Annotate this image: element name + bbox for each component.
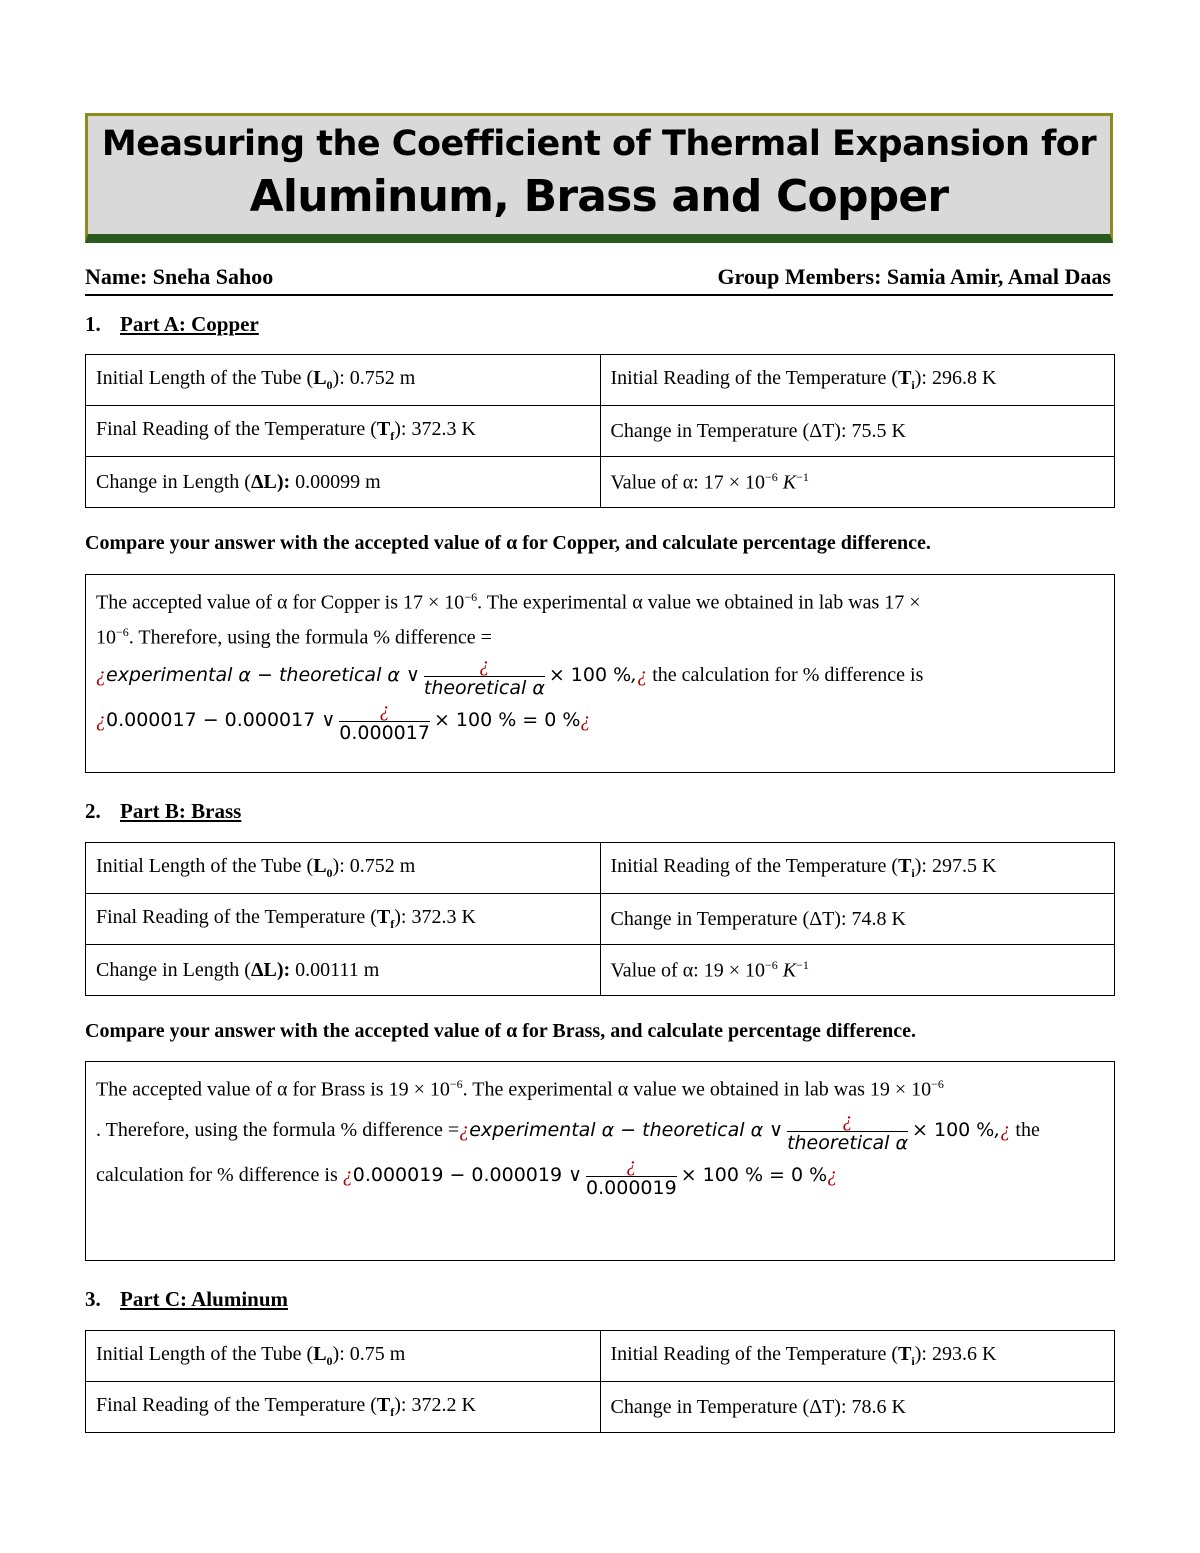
part-a-change-length: Change in Length (ΔL): 0.00099 m <box>86 457 601 508</box>
answer-line: $10^{-6}$. Therefore, using the formula % difference = <box>96 624 492 649</box>
name-row <box>85 264 1113 296</box>
calculation-fraction: $\frac{¿}{0.000017}$ <box>339 699 430 745</box>
calculation-line: ¿0.000017 − 0.000017 ∨ $\frac{¿}{0.000017}$ × 100 % = 0 %¿ <box>96 699 591 745</box>
part-b-answer-box <box>85 1061 1115 1261</box>
part-a-alpha: Value of α: $17 \times 10^{-6}$ $K^{-1}$ <box>600 457 1115 508</box>
part-b-final-temp: Final Reading of the Temperature $(T_f)$: 372.3 K <box>86 894 601 945</box>
document-title-banner <box>85 113 1113 243</box>
part-a-initial-temp: Initial Reading of the Temperature $(T_i)$: 296.8 K <box>600 355 1115 406</box>
formula-fraction: $\frac{¿}{\text{theoretical α}}$ <box>423 654 545 700</box>
part-a-table <box>85 354 1115 508</box>
table-row <box>86 457 1115 508</box>
formula-line: ¿experimental α − theoretical α ∨ $\frac{¿}{\text{theoretical α}}$ × 100 %,¿ the calculation for % difference is <box>96 654 924 700</box>
table-row <box>86 894 1115 945</box>
part-c-heading <box>85 1287 288 1312</box>
part-b-change-temp: Change in Temperature (ΔT): 74.8 K <box>600 894 1115 945</box>
part-b-compare-prompt: Compare your answer with the accepted value of α for Brass, and calculate percentage difference. <box>85 1020 917 1042</box>
part-c-title: Part C: Aluminum <box>120 1287 288 1311</box>
part-b-title: Part B: Brass <box>120 799 242 823</box>
table-row <box>86 355 1115 406</box>
part-a-compare-prompt: Compare your answer with the accepted value of α for Copper, and calculate percentage difference. <box>85 532 931 554</box>
table-row <box>86 406 1115 457</box>
formula-line: . Therefore, using the formula % difference =¿experimental α − theoretical α ∨ $\frac{¿}{\text{theoretical α}}$ × 100 %,¿ the <box>96 1108 1040 1154</box>
part-c-initial-length: Initial Length of the Tube $(L_0)$: 0.75 m <box>86 1331 601 1382</box>
table-row <box>86 1331 1115 1382</box>
table-row <box>86 843 1115 894</box>
part-b-alpha: Value of α: $19 \times 10^{-6}$ $K^{-1}$ <box>600 945 1115 996</box>
table-row <box>86 945 1115 996</box>
part-b-change-length: Change in Length (ΔL): 0.00111 m <box>86 945 601 996</box>
part-b-initial-length: Initial Length of the Tube $(L_0)$: 0.752 m <box>86 843 601 894</box>
title-line-1: Measuring the Coefficient of Thermal Expansion for <box>101 124 1097 164</box>
title-line-2: Aluminum, Brass and Copper <box>249 171 949 222</box>
part-c-final-temp: Final Reading of the Temperature $(T_f)$: 372.2 K <box>86 1382 601 1433</box>
part-c-table <box>85 1330 1115 1433</box>
part-c-initial-temp: Initial Reading of the Temperature $(T_i)$: 293.6 K <box>600 1331 1115 1382</box>
part-b-table <box>85 842 1115 996</box>
part-c-change-temp: Change in Temperature (ΔT): 78.6 K <box>600 1382 1115 1433</box>
answer-line: The accepted value of α for Copper is $17 \times 10^{-6}$. The experimental α value we obtained in lab was 17 × <box>96 590 921 614</box>
calculation-line: calculation for % difference is ¿0.000019 − 0.000019 ∨ $\frac{¿}{0.000019}$ × 100 % = 0 %¿ <box>96 1153 838 1199</box>
group-members: Group Members: Samia Amir, Amal Daas <box>717 264 1111 289</box>
part-c-number: 3. <box>85 1287 101 1311</box>
part-b-initial-temp: Initial Reading of the Temperature $(T_i)$: 297.5 K <box>600 843 1115 894</box>
part-a-answer-box <box>85 574 1115 773</box>
part-a-title: Part A: Copper <box>120 312 259 336</box>
part-a-final-temp: Final Reading of the Temperature $(T_f)$: 372.3 K <box>86 406 601 457</box>
calculation-fraction: $\frac{¿}{0.000019}$ <box>586 1153 677 1199</box>
part-b-heading <box>85 799 241 824</box>
answer-line: The accepted value of α for Brass is $19 \times 10^{-6}$. The experimental α value we obtained in lab was $19 \times 10^{-6}$ <box>96 1077 944 1101</box>
part-b-number: 2. <box>85 799 101 823</box>
part-a-initial-length: Initial Length of the Tube $(L_0)$: 0.752 m <box>86 355 601 406</box>
part-a-number: 1. <box>85 312 101 336</box>
formula-fraction: $\frac{¿}{\text{theoretical α}}$ <box>787 1108 909 1154</box>
part-a-heading <box>85 312 259 337</box>
student-name: Name: Sneha Sahoo <box>85 264 274 289</box>
table-row <box>86 1382 1115 1433</box>
part-a-change-temp: Change in Temperature (ΔT): 75.5 K <box>600 406 1115 457</box>
